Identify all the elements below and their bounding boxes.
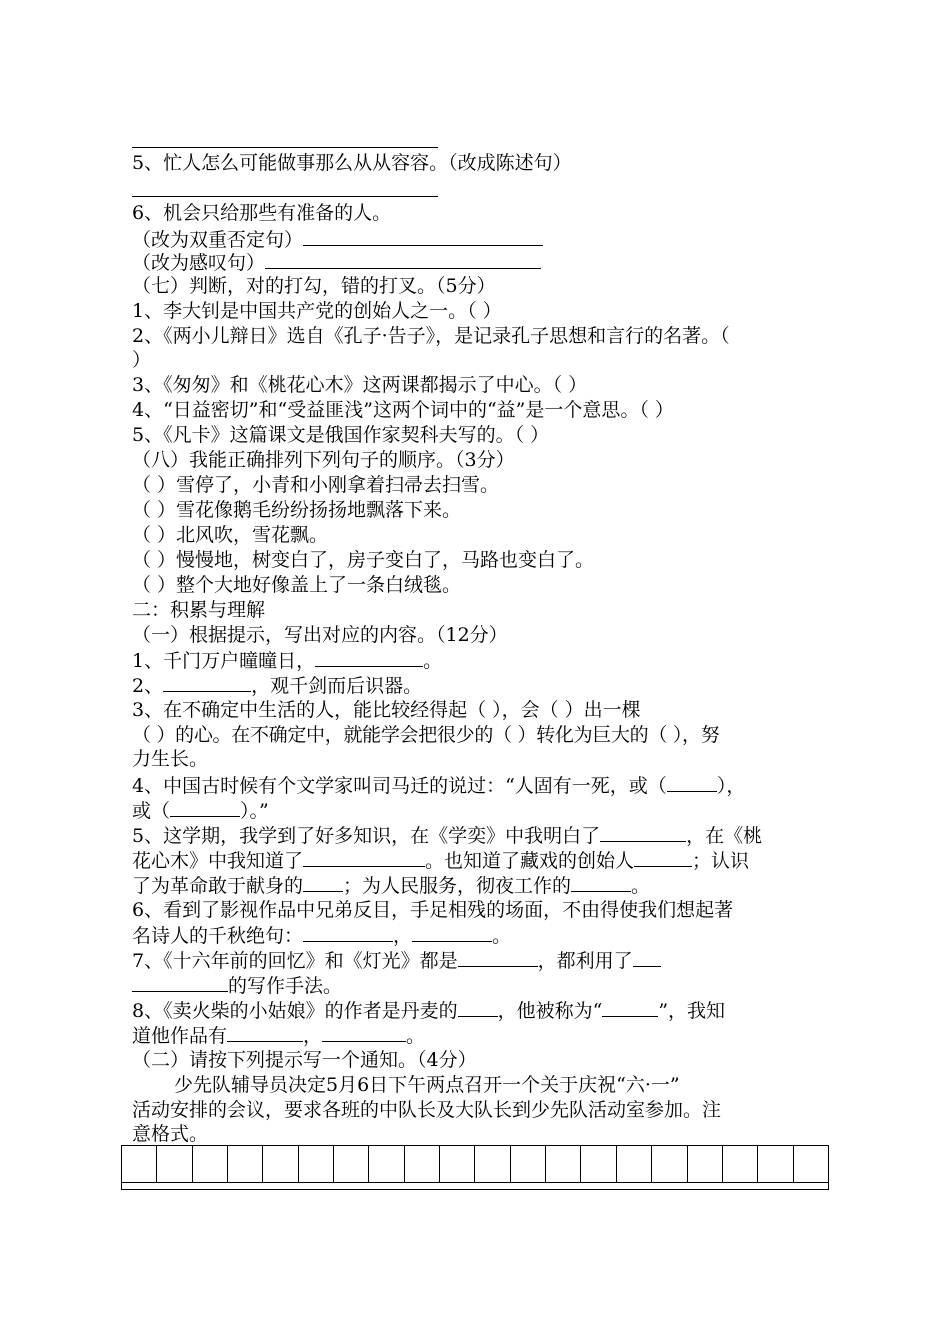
answer-line: [132, 147, 438, 148]
section-1-heading: （一）根据提示，写出对应的内容。（12分）: [132, 624, 508, 646]
judge-item-4: 4、“日益密切”和“受益匪浅”这两个词中的“益”是一个意思。（ ）: [132, 399, 674, 421]
grid-cell[interactable]: [652, 1146, 687, 1183]
fill-item-8-line-1: 8、《卖火柴的小姑娘》的作者是丹麦的 ，他被称为“ ”，我知: [132, 1000, 726, 1022]
fill-item-2: 2、 ，观千剑而后识器。: [132, 675, 423, 697]
fill-item-3-line-1: 3、在不确定中生活的人，能比较经得起（ ），会（ ）出一棵: [132, 699, 641, 721]
grid-cell[interactable]: [793, 1146, 828, 1183]
grid-cell[interactable]: [192, 1146, 227, 1183]
grid-cell[interactable]: [581, 1146, 616, 1183]
fill-item-3-line-3: 力生长。: [132, 748, 209, 770]
grid-cell[interactable]: [758, 1146, 793, 1183]
section-2-heading: （二）请按下列提示写一个通知。（4分）: [132, 1049, 477, 1071]
judge-item-3: 3、《匆匆》和《桃花心木》这两课都揭示了中心。（ ）: [132, 374, 588, 396]
order-item-5: （ ）整个大地好像盖上了一条白绒毯。: [132, 574, 462, 596]
order-item-3: （ ）北风吹，雪花飘。: [132, 524, 329, 546]
fill-item-5-line-2: 花心木》中我知道了 。也知道了藏戏的创始人 ；认识: [132, 850, 750, 872]
section-7-heading: （七）判断，对的打勾，错的打叉。（5分）: [132, 275, 496, 297]
grid-cell[interactable]: [475, 1146, 510, 1183]
grid-cell[interactable]: [298, 1146, 333, 1183]
question-6b: （改为感叹句）: [132, 250, 541, 275]
fill-item-7-line-2: 的写作手法。: [132, 973, 342, 998]
grid-cell[interactable]: [616, 1146, 651, 1183]
judge-item-2: 2、《两小儿辩日》选自《孔子·告子》，是记录孔子思想和言行的名著。（: [132, 325, 730, 347]
fill-item-4-line-2: 或（ ）。”: [132, 800, 269, 822]
notice-prompt-line-1: 少先队辅导员决定5月6日下午两点召开一个关于庆祝“六·一”: [174, 1074, 680, 1096]
order-item-2: （ ）雪花像鹅毛纷纷扬扬地飘落下来。: [132, 499, 462, 521]
fill-item-4-line-1: 4、中国古时候有个文学家叫司马迁的说过：“人固有一死，或（ ），: [132, 775, 746, 797]
writing-grid[interactable]: [121, 1145, 829, 1183]
fill-item-1: 1、千门万户曈曈日， 。: [132, 650, 443, 672]
fill-item-6-line-1: 6、看到了影视作品中兄弟反目，手足相残的场面，不由得使我们想起著: [132, 899, 734, 921]
fill-item-6-line-2: 名诗人的千秋绝句： ， 。: [132, 925, 512, 947]
grid-cell[interactable]: [404, 1146, 439, 1183]
judge-item-5: 5、《凡卡》这篇课文是俄国作家契科夫写的。（ ）: [132, 424, 550, 446]
section-8-heading: （八）我能正确排列下列句子的顺序。（3分）: [132, 449, 515, 471]
fill-item-7-line-1: 7、《十六年前的回忆》和《灯光》都是 ，都利用了: [132, 948, 661, 973]
grid-cell[interactable]: [334, 1146, 369, 1183]
notice-prompt-line-3: 意格式。: [132, 1123, 209, 1145]
grid-cell[interactable]: [369, 1146, 404, 1183]
part-2-heading: 二：积累与理解: [132, 599, 266, 621]
fill-item-3-line-2: （ ）的心。在不确定中，就能学会把很少的（ ）转化为巨大的（ ），努: [132, 724, 720, 746]
notice-prompt-line-2: 活动安排的会议，要求各班的中队长及大队长到少先队活动室参加。注: [132, 1099, 722, 1121]
grid-cell[interactable]: [440, 1146, 475, 1183]
grid-cell[interactable]: [510, 1146, 545, 1183]
order-item-4: （ ）慢慢地，树变白了，房子变白了，马路也变白了。: [132, 549, 595, 571]
judge-item-2-close: ）: [132, 349, 152, 371]
fill-item-8-line-2: 道他作品有 ， 。: [132, 1025, 426, 1047]
writing-grid-row: [122, 1146, 829, 1183]
judge-item-1: 1、李大钊是中国共产党的创始人之一。（ ）: [132, 300, 502, 322]
grid-cell[interactable]: [157, 1146, 192, 1183]
grid-cell[interactable]: [722, 1146, 757, 1183]
question-6: 6、机会只给那些有准备的人。: [132, 202, 392, 224]
grid-cell[interactable]: [228, 1146, 263, 1183]
fill-item-5-line-3: 了为革命敢于献身的 ；为人民服务，彻夜工作的 。: [132, 875, 651, 897]
writing-grid-spacer: [121, 1181, 829, 1190]
order-item-1: （ ）雪停了，小青和小刚拿着扫帚去扫雪。: [132, 474, 500, 496]
question-5: 5、忙人怎么可能做事那么从从容容。（改成陈述句）: [132, 152, 572, 174]
answer-line: [132, 196, 438, 197]
fill-item-5-line-1: 5、这学期，我学到了好多知识，在《学奕》中我明白了 ，在《桃: [132, 825, 763, 847]
grid-cell[interactable]: [687, 1146, 722, 1183]
grid-cell[interactable]: [263, 1146, 298, 1183]
grid-cell[interactable]: [122, 1146, 157, 1183]
question-6a: （改为双重否定句）: [132, 227, 543, 252]
grid-cell[interactable]: [546, 1146, 581, 1183]
